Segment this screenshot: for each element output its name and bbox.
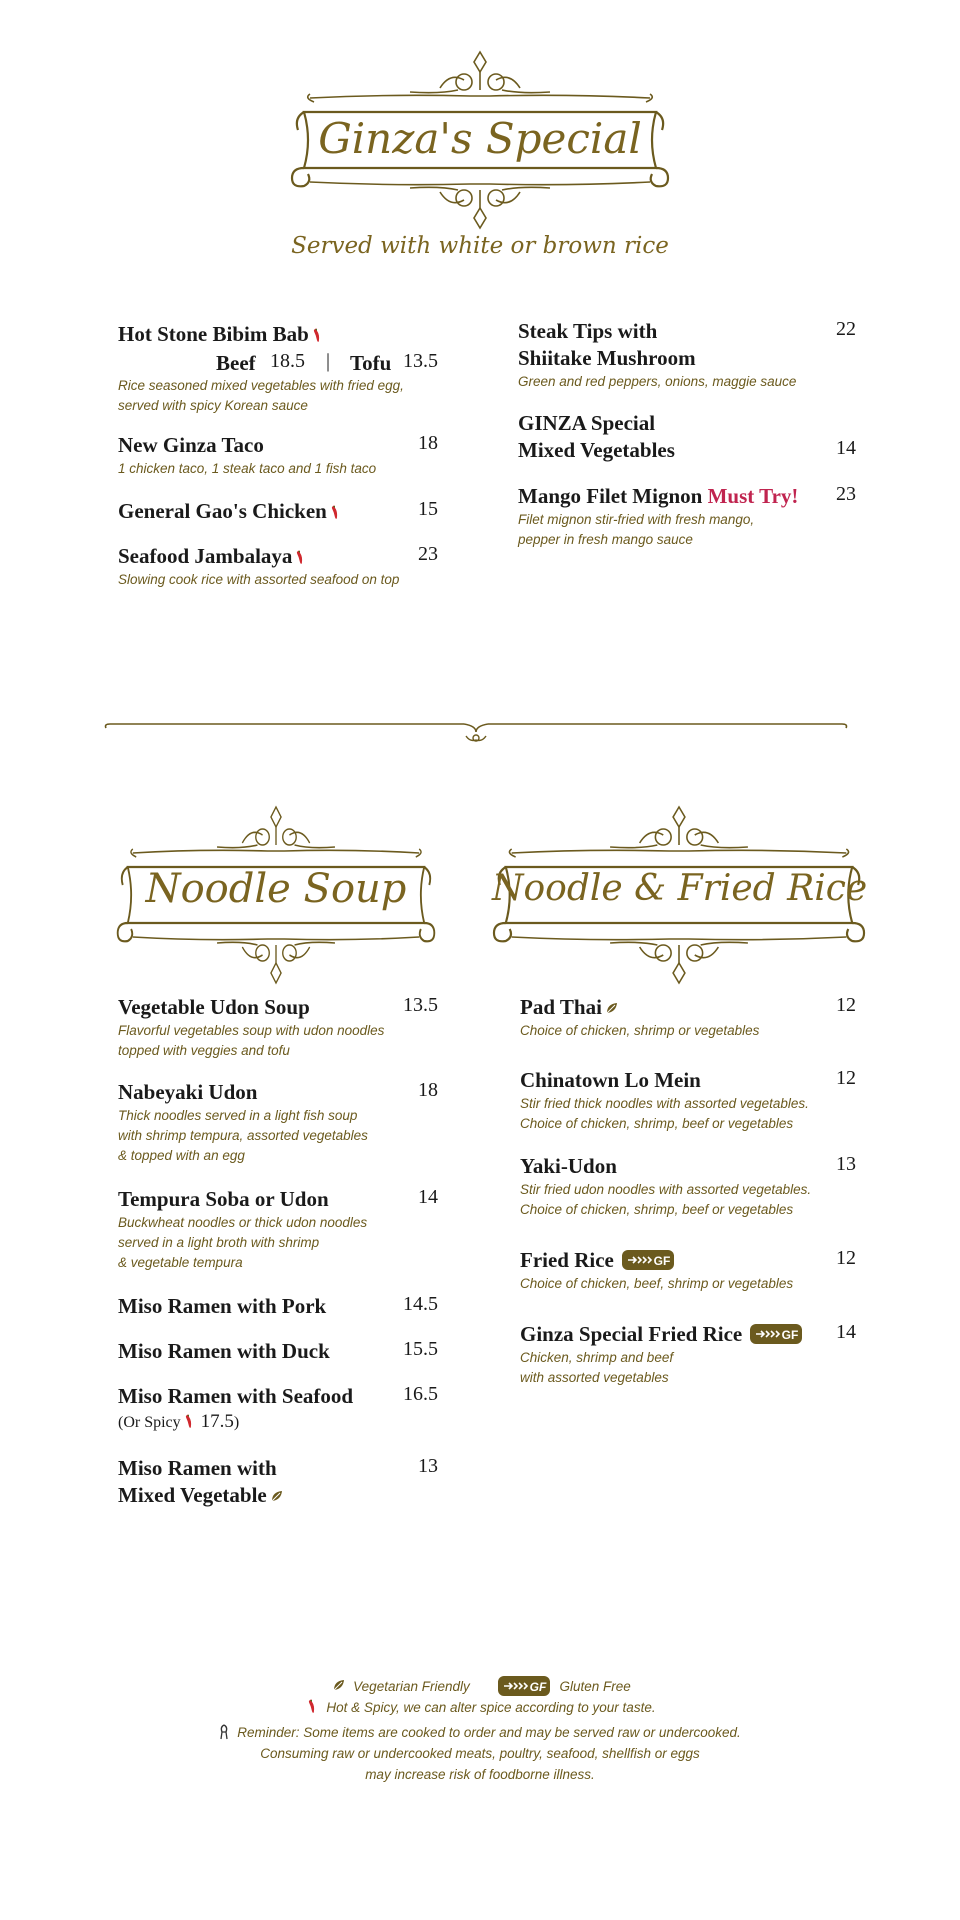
- noodle-soup-title: Noodle Soup: [145, 866, 407, 912]
- item-name: Yaki-Udon: [520, 1154, 617, 1178]
- gluten-free-icon: [498, 1676, 550, 1696]
- section-divider: [104, 716, 848, 746]
- legend-row-2: [0, 1697, 960, 1718]
- item-name: Mango Filet Mignon: [518, 484, 703, 508]
- legend-row-1: [0, 1676, 960, 1697]
- spicy-icon: [331, 505, 339, 520]
- menu-item: [520, 994, 856, 1041]
- gluten-free-icon: [750, 1324, 802, 1344]
- options-separator: |: [326, 350, 331, 372]
- item-description: Filet mignon stir-fried with fresh mango, pepper in fresh mango sauce: [518, 512, 755, 547]
- gluten-free-icon: [622, 1250, 674, 1270]
- legend-reminder: Reminder: Some items are cooked to order and may be served raw or undercooked.: [237, 1725, 741, 1740]
- item-name: Miso Ramen with: [118, 1456, 277, 1480]
- beef-label: Beef: [216, 351, 256, 375]
- spicy-icon: [185, 1414, 193, 1429]
- spicy-icon: [313, 328, 321, 343]
- item-description: Chicken, shrimp and beef with assorted vegetables: [520, 1350, 674, 1385]
- menu-item: [118, 1079, 438, 1166]
- legend-warning-1: Consuming raw or undercooked meats, poultry, seafood, shellfish or eggs: [260, 1746, 700, 1761]
- special-subtitle: Served with white or brown rice: [291, 233, 669, 259]
- item-price: 18: [418, 1079, 438, 1101]
- legend-spicy: Hot & Spicy, we can alter spice according to your taste.: [326, 1700, 656, 1715]
- legend-warning-2: may increase risk of foodborne illness.: [365, 1767, 595, 1782]
- menu-item: [118, 498, 438, 525]
- menu-item: [118, 1338, 438, 1365]
- beef-price: 18.5: [270, 350, 305, 372]
- item-price: 23: [836, 483, 856, 505]
- tofu-label: Tofu: [350, 351, 392, 375]
- tofu-price: 13.5: [403, 350, 438, 372]
- item-price: 16.5: [403, 1383, 438, 1405]
- vegetarian-icon: [271, 1490, 283, 1502]
- menu-item: [520, 1247, 856, 1294]
- item-price: 13: [836, 1153, 856, 1175]
- legend-vegetarian: Vegetarian Friendly: [353, 1679, 470, 1694]
- item-price: 18: [418, 432, 438, 454]
- item-description: Rice seasoned mixed vegetables with fried egg, served with spicy Korean sauce: [118, 378, 404, 413]
- item-name: Ginza Special Fried Rice: [520, 1322, 743, 1346]
- menu-item: [520, 1153, 856, 1220]
- item-description: Slowing cook rice with assorted seafood on top: [118, 572, 400, 587]
- menu-item: [520, 1067, 856, 1134]
- item-name: Vegetable Udon Soup: [118, 995, 310, 1019]
- menu-item: [118, 994, 438, 1061]
- item-name: Miso Ramen with Pork: [118, 1294, 327, 1318]
- spicy-option: [118, 1411, 438, 1433]
- legend-row-3: [0, 1722, 960, 1743]
- item-name: Fried Rice: [520, 1248, 614, 1272]
- item-price: 14: [418, 1186, 438, 1208]
- item-price: 13: [418, 1455, 438, 1477]
- item-name: Nabeyaki Udon: [118, 1080, 258, 1104]
- menu-item: [118, 432, 438, 479]
- item-description: Stir fried udon noodles with assorted vegetables. Choice of chicken, shrimp, beef or vegetables: [520, 1182, 812, 1217]
- menu-item: [518, 483, 856, 550]
- item-price: 15: [418, 498, 438, 520]
- menu-item: [118, 1383, 438, 1433]
- item-price: 12: [836, 1247, 856, 1269]
- item-price: 14: [836, 1321, 856, 1343]
- item-name: General Gao's Chicken: [118, 499, 327, 523]
- spicy-icon: [308, 1699, 316, 1714]
- item-name: Miso Ramen with Duck: [118, 1339, 330, 1363]
- menu-item: [118, 543, 438, 590]
- item-name: GINZA Special Mixed Vegetables: [518, 411, 675, 462]
- item-price: 14.5: [403, 1293, 438, 1315]
- menu-item: [118, 1186, 438, 1273]
- item-description: Flavorful vegetables soup with udon noodles topped with veggies and tofu: [118, 1023, 385, 1058]
- item-price: 22: [836, 318, 856, 340]
- item-price: 13.5: [403, 994, 438, 1016]
- menu-item: [118, 1455, 438, 1509]
- menu-item: [520, 1321, 856, 1388]
- menu-item: [118, 321, 438, 416]
- menu-item: [518, 410, 856, 464]
- item-name: New Ginza Taco: [118, 433, 264, 457]
- item-description: 1 chicken taco, 1 steak taco and 1 fish taco: [118, 461, 377, 476]
- item-name: Miso Ramen with Seafood: [118, 1384, 354, 1408]
- item-options: [118, 348, 438, 376]
- item-price: 15.5: [403, 1338, 438, 1360]
- spicy-icon: [296, 550, 304, 565]
- item-name: Pad Thai: [520, 995, 602, 1019]
- must-try-tag: Must Try!: [707, 484, 799, 508]
- spicy-option-price: 17.5: [200, 1411, 234, 1432]
- vegetarian-icon: [606, 1002, 618, 1014]
- menu-item: [518, 318, 856, 392]
- menu-item: [118, 1293, 438, 1320]
- noodle-rice-title: Noodle & Fried Rice: [492, 868, 868, 909]
- item-name: Seafood Jambalaya: [118, 544, 293, 568]
- item-price: 23: [418, 543, 438, 565]
- spicy-option-prefix: (Or Spicy: [118, 1414, 181, 1431]
- item-price: 14: [836, 437, 856, 459]
- item-price: 12: [836, 994, 856, 1016]
- special-title: Ginza's Special: [318, 114, 642, 163]
- item-description: Green and red peppers, onions, maggie sauce: [518, 374, 797, 389]
- item-description: Buckwheat noodles or thick udon noodles served in a light broth with shrimp & vegetable tempura: [118, 1215, 368, 1270]
- raw-warning-icon: [219, 1724, 229, 1740]
- item-description: Stir fried thick noodles with assorted vegetables. Choice of chicken, shrimp, beef or vegetables: [520, 1096, 809, 1131]
- item-description: Choice of chicken, shrimp or vegetables: [520, 1023, 760, 1038]
- item-name: Tempura Soba or Udon: [118, 1187, 329, 1211]
- item-name: Hot Stone Bibim Bab: [118, 322, 309, 346]
- legend-gluten-free: Gluten Free: [559, 1679, 631, 1694]
- item-price: 12: [836, 1067, 856, 1089]
- spicy-option-suffix: ): [233, 1414, 240, 1431]
- item-description: Thick noodles served in a light fish soup with shrimp tempura, assorted vegetables & topped with an egg: [118, 1108, 368, 1163]
- item-name-line2: Mixed Vegetable: [118, 1483, 267, 1507]
- item-name: Chinatown Lo Mein: [520, 1068, 701, 1092]
- item-name: Steak Tips with Shiitake Mushroom: [518, 319, 696, 370]
- vegetarian-icon: [333, 1679, 345, 1691]
- item-description: Choice of chicken, beef, shrimp or vegetables: [520, 1276, 794, 1291]
